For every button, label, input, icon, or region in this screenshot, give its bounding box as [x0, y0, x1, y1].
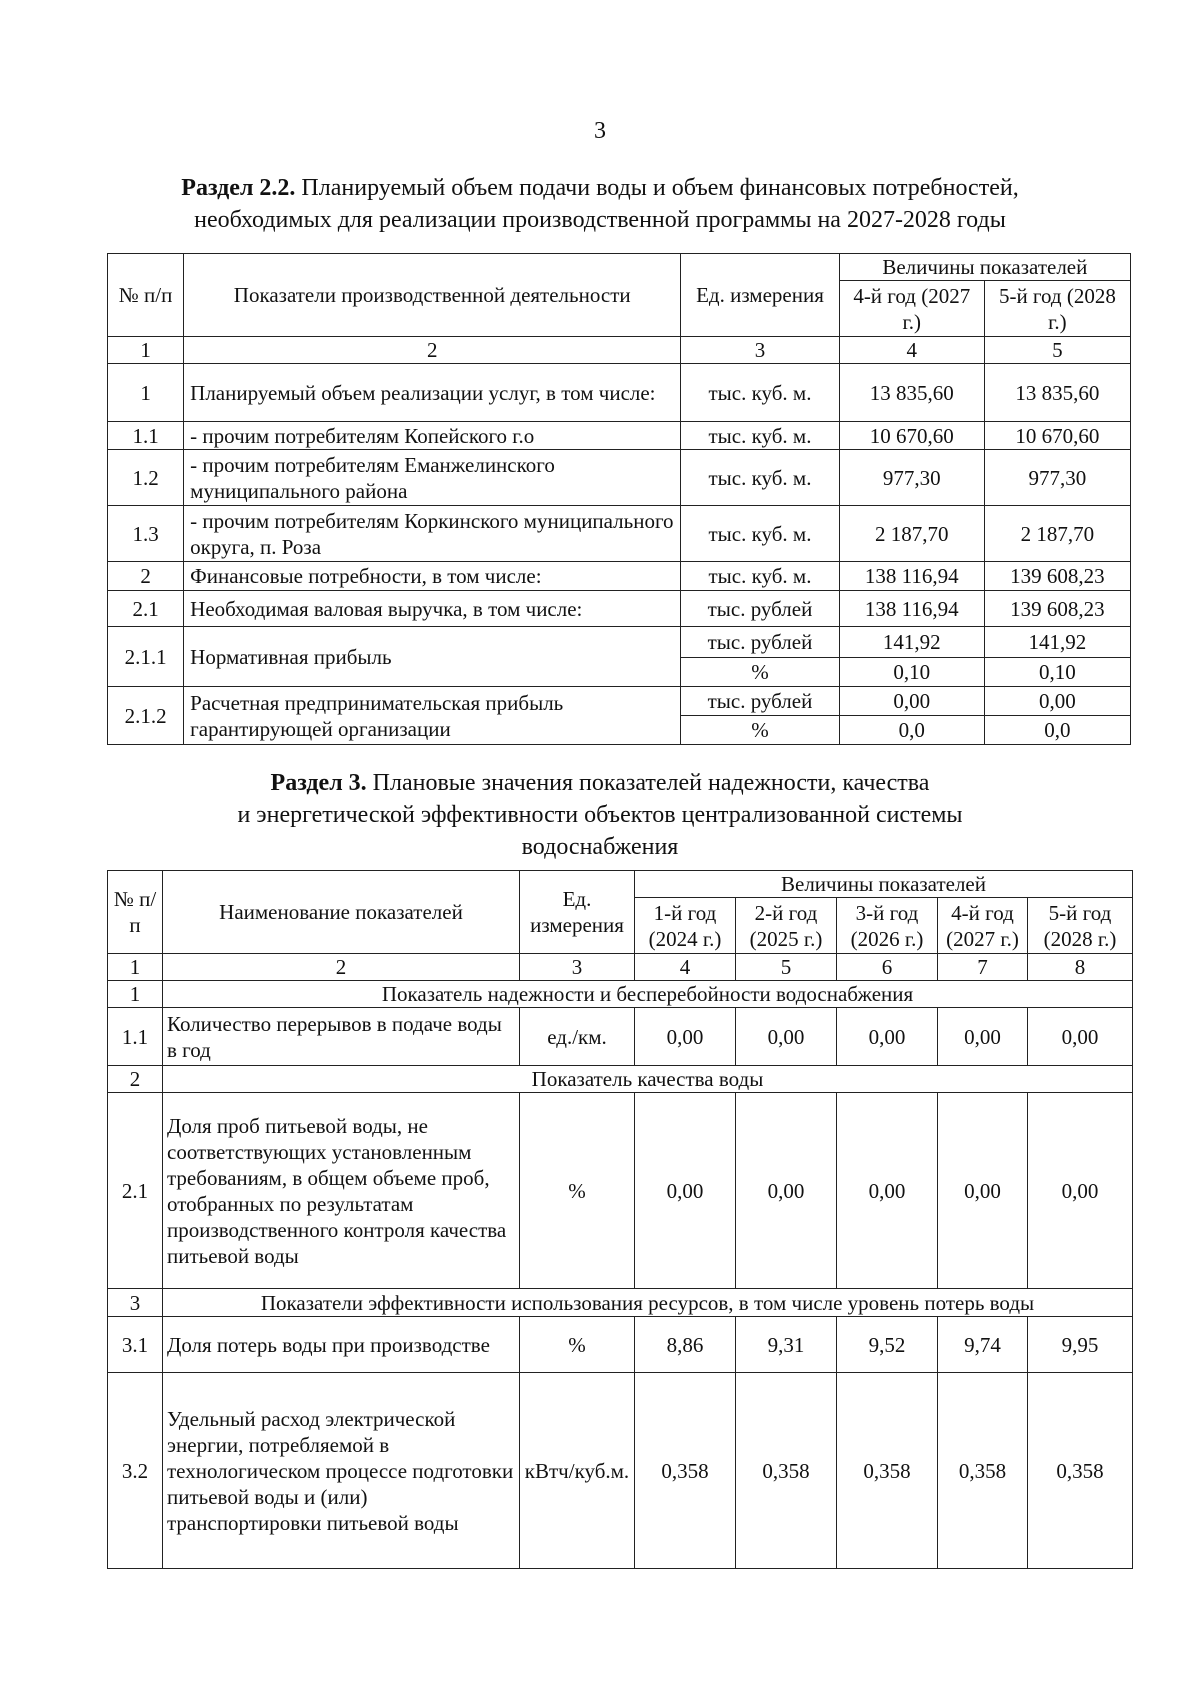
section-2-2-title-line2: необходимых для реализации производственной программы на 2027-2028 годы: [194, 207, 1006, 233]
row-value: 8,86: [635, 1317, 736, 1373]
row-value: 2 187,70: [984, 506, 1130, 562]
row-value: 138 116,94: [839, 591, 984, 627]
row-name: Расчетная предпринимательская прибыль гарантирующей организации: [184, 687, 681, 745]
col-number: 1: [108, 337, 184, 364]
row-num: 2.1: [108, 591, 184, 627]
table-row: [108, 687, 1131, 716]
section-3-title-rest: Плановые значения показателей надежности, качества: [366, 770, 930, 796]
table-row: [108, 422, 1131, 450]
table-row: [108, 364, 1131, 422]
section-3-title-line2: и энергетической эффективности объектов централизованной системы: [237, 802, 963, 828]
header-unit: Ед. измерения: [681, 254, 839, 337]
row-value: 0,00: [1028, 1008, 1133, 1066]
section-3-title-line3: водоснабжения: [521, 834, 679, 860]
header-year-3: 3-й год (2026 г.): [837, 898, 938, 954]
row-value: 0,10: [839, 658, 984, 687]
row-value: 977,30: [984, 450, 1130, 506]
section-2-2-table: [107, 253, 1131, 745]
row-value: 0,00: [839, 687, 984, 716]
table-header-row: [108, 254, 1131, 281]
row-name: - прочим потребителям Коркинского муниципального округа, п. Роза: [184, 506, 681, 562]
header-values-group: Величины показателей: [635, 871, 1133, 898]
row-value: 0,0: [839, 716, 984, 745]
row-value: 0,358: [736, 1373, 837, 1569]
header-unit: Ед. измерения: [520, 871, 635, 954]
row-name: Доля проб питьевой воды, не соответствующих установленным требованиям, в общем объеме проб, отобранных по результатам производственного контроля качества питьевой воды: [163, 1093, 520, 1289]
col-number: 8: [1028, 954, 1133, 981]
table-row: [108, 506, 1131, 562]
table-row: [108, 450, 1131, 506]
column-number-row: [108, 954, 1133, 981]
row-unit: тыс. куб. м.: [681, 450, 839, 506]
row-num: 2.1: [108, 1093, 163, 1289]
row-name: Финансовые потребности, в том числе:: [184, 562, 681, 591]
header-num: № п/п: [108, 254, 184, 337]
header-indicator: Показатели производственной деятельности: [184, 254, 681, 337]
row-value: 0,00: [1028, 1093, 1133, 1289]
row-name: - прочим потребителям Копейского г.о: [184, 422, 681, 450]
row-num: 2.1.1: [108, 627, 184, 687]
col-number: 4: [635, 954, 736, 981]
row-value: 0,00: [938, 1093, 1028, 1289]
row-name: Планируемый объем реализации услуг, в том числе:: [184, 364, 681, 422]
group-num: 1: [108, 981, 163, 1008]
row-value: 0,00: [736, 1093, 837, 1289]
col-number: 7: [938, 954, 1028, 981]
row-value: 9,95: [1028, 1317, 1133, 1373]
header-year-5: 5-й год (2028 г.): [1028, 898, 1133, 954]
table-row: [108, 1093, 1133, 1289]
row-value: 9,31: [736, 1317, 837, 1373]
row-unit: %: [520, 1093, 635, 1289]
row-num: 2: [108, 562, 184, 591]
row-num: 1: [108, 364, 184, 422]
row-name: Удельный расход электрической энергии, потребляемой в технологическом процессе подготовки питьевой воды и (или) транспортировки питьевой воды: [163, 1373, 520, 1569]
group-num: 3: [108, 1289, 163, 1317]
header-values-group: Величины показателей: [839, 254, 1130, 281]
col-number: 2: [184, 337, 681, 364]
row-unit: тыс. рублей: [681, 687, 839, 716]
section-2-2-heading: [0, 172, 1200, 236]
section-3-table: [107, 870, 1133, 1569]
row-value: 0,358: [635, 1373, 736, 1569]
row-num: 1.2: [108, 450, 184, 506]
col-number: 5: [984, 337, 1130, 364]
section-2-2-title-line1: [0, 172, 1200, 204]
row-value: 0,00: [837, 1008, 938, 1066]
row-value: 0,358: [1028, 1373, 1133, 1569]
col-number: 3: [681, 337, 839, 364]
table-row: [108, 591, 1131, 627]
row-value: 9,52: [837, 1317, 938, 1373]
row-value: 0,358: [938, 1373, 1028, 1569]
header-name: Наименование показателей: [163, 871, 520, 954]
row-name: Необходимая валовая выручка, в том числе:: [184, 591, 681, 627]
table-row: [108, 627, 1131, 658]
row-value: 139 608,23: [984, 591, 1130, 627]
row-value: 2 187,70: [839, 506, 984, 562]
col-number: 4: [839, 337, 984, 364]
row-name: Доля потерь воды при производстве: [163, 1317, 520, 1373]
row-name: Нормативная прибыль: [184, 627, 681, 687]
column-number-row: [108, 337, 1131, 364]
table-row: [108, 1317, 1133, 1373]
row-value: 0,00: [635, 1008, 736, 1066]
table-row: [108, 1373, 1133, 1569]
row-unit: %: [681, 658, 839, 687]
row-num: 1.3: [108, 506, 184, 562]
section-3-title-line1: [0, 767, 1200, 799]
row-unit: %: [520, 1317, 635, 1373]
table-row: [108, 562, 1131, 591]
table-row: [108, 1008, 1133, 1066]
page-number: 3: [594, 118, 606, 144]
row-value: 9,74: [938, 1317, 1028, 1373]
row-num: 1.1: [108, 422, 184, 450]
row-unit: ед./км.: [520, 1008, 635, 1066]
row-value: 141,92: [839, 627, 984, 658]
row-num: 3.2: [108, 1373, 163, 1569]
section-2-2-title-rest: Планируемый объем подачи воды и объем финансовых потребностей,: [295, 175, 1019, 201]
header-year-2: 2-й год (2025 г.): [736, 898, 837, 954]
col-number: 2: [163, 954, 520, 981]
row-value: 13 835,60: [839, 364, 984, 422]
row-unit: тыс. куб. м.: [681, 506, 839, 562]
row-name: - прочим потребителям Еманжелинского муниципального района: [184, 450, 681, 506]
row-num: 3.1: [108, 1317, 163, 1373]
row-unit: тыс. рублей: [681, 627, 839, 658]
row-unit: %: [681, 716, 839, 745]
row-value: 0,10: [984, 658, 1130, 687]
row-value: 13 835,60: [984, 364, 1130, 422]
group-row: [108, 981, 1133, 1008]
row-value: 0,00: [635, 1093, 736, 1289]
group-title: Показатели эффективности использования ресурсов, в том числе уровень потерь воды: [163, 1289, 1133, 1317]
section-3-heading: [0, 767, 1200, 863]
row-name: Количество перерывов в подаче воды в год: [163, 1008, 520, 1066]
row-value: 10 670,60: [839, 422, 984, 450]
row-value: 139 608,23: [984, 562, 1130, 591]
row-unit: кВтч/куб.м.: [520, 1373, 635, 1569]
row-value: 977,30: [839, 450, 984, 506]
row-value: 0,00: [938, 1008, 1028, 1066]
row-value: 138 116,94: [839, 562, 984, 591]
group-num: 2: [108, 1066, 163, 1093]
row-unit: тыс. рублей: [681, 591, 839, 627]
row-value: 0,00: [736, 1008, 837, 1066]
header-year-4: 4-й год (2027 г.): [839, 281, 984, 337]
row-unit: тыс. куб. м.: [681, 364, 839, 422]
row-unit: тыс. куб. м.: [681, 562, 839, 591]
group-title: Показатель надежности и бесперебойности водоснабжения: [163, 981, 1133, 1008]
col-number: 5: [736, 954, 837, 981]
row-value: 0,358: [837, 1373, 938, 1569]
col-number: 3: [520, 954, 635, 981]
group-row: [108, 1289, 1133, 1317]
col-number: 6: [837, 954, 938, 981]
header-year-1: 1-й год (2024 г.): [635, 898, 736, 954]
section-2-2-title-bold: Раздел 2.2.: [181, 175, 296, 201]
row-num: 2.1.2: [108, 687, 184, 745]
header-year-4: 4-й год (2027 г.): [938, 898, 1028, 954]
header-year-5: 5-й год (2028 г.): [984, 281, 1130, 337]
row-num: 1.1: [108, 1008, 163, 1066]
section-3-title-bold: Раздел 3.: [270, 770, 367, 796]
header-num: № п/п: [108, 871, 163, 954]
col-number: 1: [108, 954, 163, 981]
group-title: Показатель качества воды: [163, 1066, 1133, 1093]
row-value: 10 670,60: [984, 422, 1130, 450]
table-header-row: [108, 871, 1133, 898]
row-value: 141,92: [984, 627, 1130, 658]
row-value: 0,00: [837, 1093, 938, 1289]
row-value: 0,0: [984, 716, 1130, 745]
row-value: 0,00: [984, 687, 1130, 716]
group-row: [108, 1066, 1133, 1093]
row-unit: тыс. куб. м.: [681, 422, 839, 450]
